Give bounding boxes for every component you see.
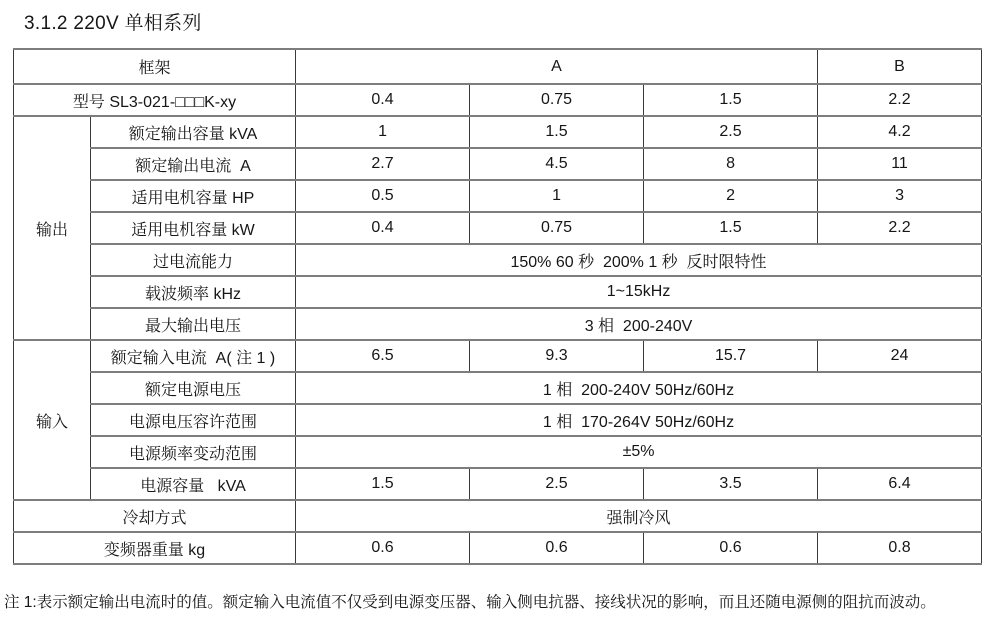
frame-group-a-cell: A	[296, 49, 818, 84]
value-cell: 2	[644, 180, 818, 212]
value-cell: 6.5	[296, 340, 470, 372]
row-label-cell: 额定输出电流 A	[91, 148, 296, 180]
table-row-carrier-freq	[14, 276, 982, 308]
value-cell: 1.5	[470, 116, 644, 148]
value-cell: 2.5	[470, 468, 644, 500]
value-cell: 9.3	[470, 340, 644, 372]
value-cell: 3	[818, 180, 982, 212]
value-cell: 11	[818, 148, 982, 180]
cooling-value-cell: 强制冷风	[296, 500, 982, 532]
row-label-cell: 额定输出容量 kVA	[91, 116, 296, 148]
row-label-cell: 电源电压容许范围	[91, 404, 296, 436]
table-row-voltage-range	[14, 404, 982, 436]
weight-value-cell: 0.6	[296, 532, 470, 564]
row-label-cell: 电源容量 kVA	[91, 468, 296, 500]
value-cell: 1	[296, 116, 470, 148]
input-section-cell: 输入	[14, 340, 91, 500]
output-section-cell: 输出	[14, 116, 91, 340]
value-cell: 0.4	[296, 212, 470, 244]
table-row-output-capacity	[14, 116, 982, 148]
weight-value-cell: 0.6	[470, 532, 644, 564]
row-label-cell: 额定电源电压	[91, 372, 296, 404]
value-cell: 15.7	[644, 340, 818, 372]
value-cell: 1	[470, 180, 644, 212]
model-value-cell: 0.75	[470, 84, 644, 116]
value-cell: 8	[644, 148, 818, 180]
model-value-cell: 0.4	[296, 84, 470, 116]
model-value-cell: 1.5	[644, 84, 818, 116]
spec-table	[13, 48, 982, 565]
value-cell: 2.7	[296, 148, 470, 180]
row-label-cell: 过电流能力	[91, 244, 296, 276]
table-row-input-current	[14, 340, 982, 372]
table-row-output-current	[14, 148, 982, 180]
value-cell: 2.5	[644, 116, 818, 148]
value-cell: 24	[818, 340, 982, 372]
value-cell: 2.2	[818, 212, 982, 244]
table-row-rated-voltage	[14, 372, 982, 404]
weight-value-cell: 0.8	[818, 532, 982, 564]
span-value-cell: 1 相 170-264V 50Hz/60Hz	[296, 404, 982, 436]
table-row-motor-kw	[14, 212, 982, 244]
table-row-weight	[14, 532, 982, 564]
table-row-overcurrent	[14, 244, 982, 276]
value-cell: 4.5	[470, 148, 644, 180]
section-title: 3.1.2 220V 单相系列	[24, 13, 202, 34]
value-cell: 4.2	[818, 116, 982, 148]
model-value-cell: 2.2	[818, 84, 982, 116]
row-label-cell: 额定输入电流 A( 注 1 )	[91, 340, 296, 372]
row-label-cell: 适用电机容量 kW	[91, 212, 296, 244]
row-label-cell: 适用电机容量 HP	[91, 180, 296, 212]
table-row-max-output-voltage	[14, 308, 982, 340]
span-value-cell: 1~15kHz	[296, 276, 982, 308]
value-cell: 1.5	[644, 212, 818, 244]
table-row-supply-capacity	[14, 468, 982, 500]
table-row-motor-hp	[14, 180, 982, 212]
row-label-cell: 最大输出电压	[91, 308, 296, 340]
table-row-model	[14, 84, 982, 116]
weight-value-cell: 0.6	[644, 532, 818, 564]
table-row-freq-variation	[14, 436, 982, 468]
frame-group-b-cell: B	[818, 49, 982, 84]
value-cell: 0.5	[296, 180, 470, 212]
value-cell: 3.5	[644, 468, 818, 500]
span-value-cell: 3 相 200-240V	[296, 308, 982, 340]
span-value-cell: 150% 60 秒 200% 1 秒 反时限特性	[296, 244, 982, 276]
value-cell: 6.4	[818, 468, 982, 500]
weight-label-cell: 变频器重量 kg	[14, 532, 296, 564]
frame-header-cell: 框架	[14, 49, 296, 84]
value-cell: 1.5	[296, 468, 470, 500]
table-row-cooling	[14, 500, 982, 532]
table-row-frame	[14, 49, 982, 84]
span-value-cell: ±5%	[296, 436, 982, 468]
footnote: 注 1:表示额定输出电流时的值。额定输入电流值不仅受到电源变压器、输入侧电抗器、接线状况的影响，而且还随电源侧的阻抗而波动。	[4, 594, 936, 611]
span-value-cell: 1 相 200-240V 50Hz/60Hz	[296, 372, 982, 404]
row-label-cell: 电源频率变动范围	[91, 436, 296, 468]
cooling-label-cell: 冷却方式	[14, 500, 296, 532]
value-cell: 0.75	[470, 212, 644, 244]
model-label-cell: 型号 SL3-021-□□□K-xy	[14, 84, 296, 116]
row-label-cell: 载波频率 kHz	[91, 276, 296, 308]
